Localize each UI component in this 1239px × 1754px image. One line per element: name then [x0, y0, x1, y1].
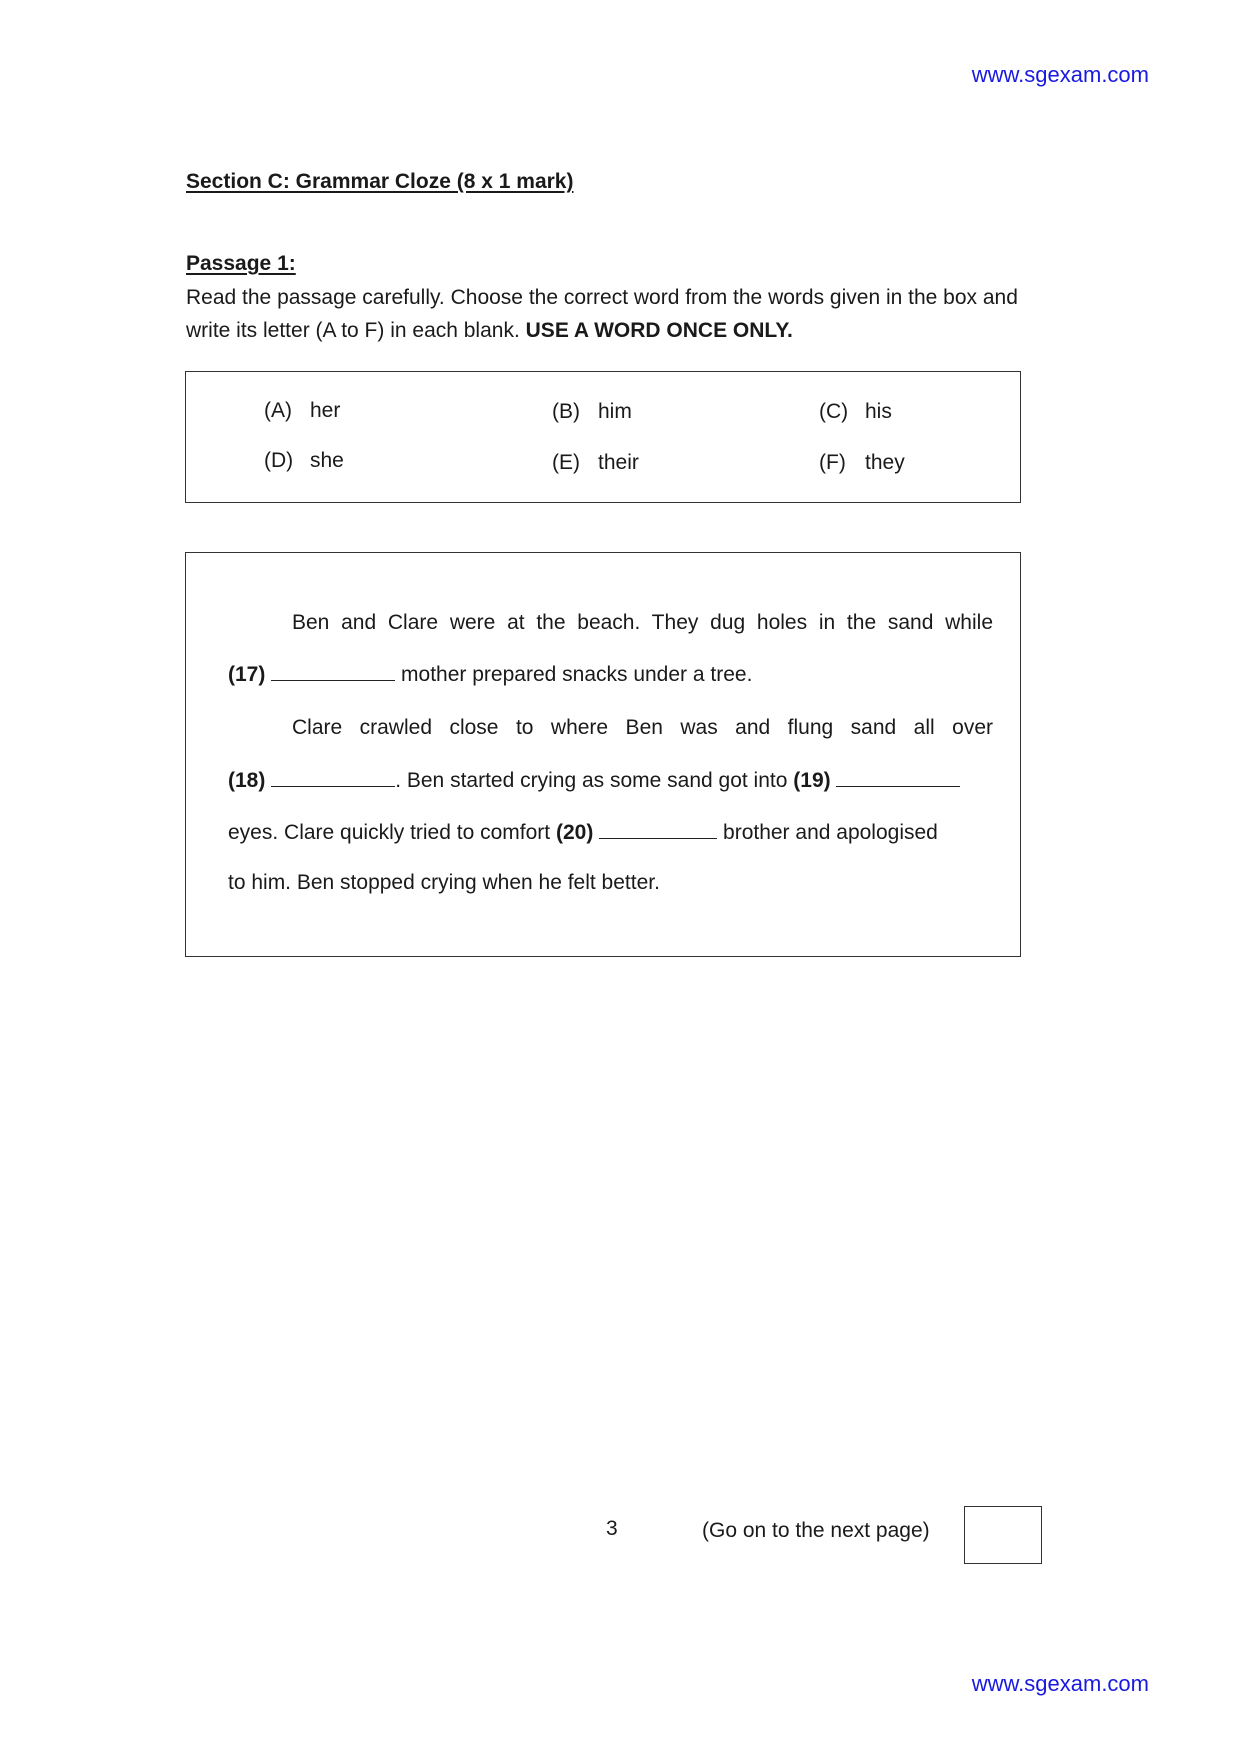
instructions [186, 281, 1026, 347]
passage-text: eyes. Clare quickly tried to comfort [228, 821, 551, 844]
passage-line-4 [228, 769, 993, 793]
word-option-word: his [865, 400, 892, 423]
question-number-19: (19) [793, 769, 831, 792]
passage-title: Passage 1: [186, 252, 296, 275]
page-number: 3 [606, 1517, 618, 1540]
question-number-20: (20) [555, 821, 594, 844]
passage-text: brother and apologised [723, 821, 938, 844]
word-option-a [264, 399, 340, 423]
answer-blank-17[interactable] [271, 664, 395, 681]
score-box [964, 1506, 1042, 1564]
word-option-f [819, 451, 905, 475]
answer-blank-20[interactable] [599, 822, 717, 839]
word-option-word: her [310, 399, 341, 422]
word-bank-box [185, 371, 1021, 503]
passage-box [185, 552, 1021, 957]
word-option-letter: (E) [552, 451, 580, 474]
passage-line-6: to him. Ben stopped crying when he felt better. [228, 871, 660, 894]
passage-text: mother prepared snacks under a tree. [401, 663, 753, 686]
answer-blank-18[interactable] [271, 770, 395, 787]
passage-line-2 [228, 663, 993, 687]
word-option-letter: (C) [819, 400, 849, 423]
word-option-letter: (F) [819, 451, 846, 474]
word-option-letter: (A) [264, 399, 292, 422]
word-option-word: they [865, 451, 905, 474]
word-option-letter: (B) [552, 400, 580, 423]
section-title: Section C: Grammar Cloze (8 x 1 mark) [186, 170, 574, 193]
website-link-bottom[interactable]: www.sgexam.com [971, 1671, 1149, 1696]
passage-line-5 [228, 821, 993, 845]
word-option-word: their [598, 451, 639, 474]
question-number-18: (18) [228, 769, 266, 792]
word-option-d [264, 449, 344, 473]
instructions-emphasis: USE A WORD ONCE ONLY. [525, 319, 793, 342]
word-option-word: him [598, 400, 632, 423]
question-number-17: (17) [228, 663, 266, 686]
passage-line-1: Ben and Clare were at the beach. They dug holes in the sand while [292, 611, 993, 634]
passage-line-3: Clare crawled close to where Ben was and flung sand all over [292, 716, 993, 739]
word-option-b [552, 400, 632, 424]
instructions-text: Read the passage carefully. Choose the correct word from the words given in the box and write its letter (A to F) in each blank. [186, 286, 1018, 342]
website-link-top[interactable]: www.sgexam.com [971, 62, 1149, 87]
word-option-e [552, 451, 639, 475]
passage-text: . Ben started crying as some sand got into [395, 769, 788, 792]
word-option-letter: (D) [264, 449, 294, 472]
answer-blank-19[interactable] [836, 770, 960, 787]
word-option-word: she [310, 449, 344, 472]
next-page-text: (Go on to the next page) [702, 1519, 930, 1542]
word-option-c [819, 400, 892, 424]
